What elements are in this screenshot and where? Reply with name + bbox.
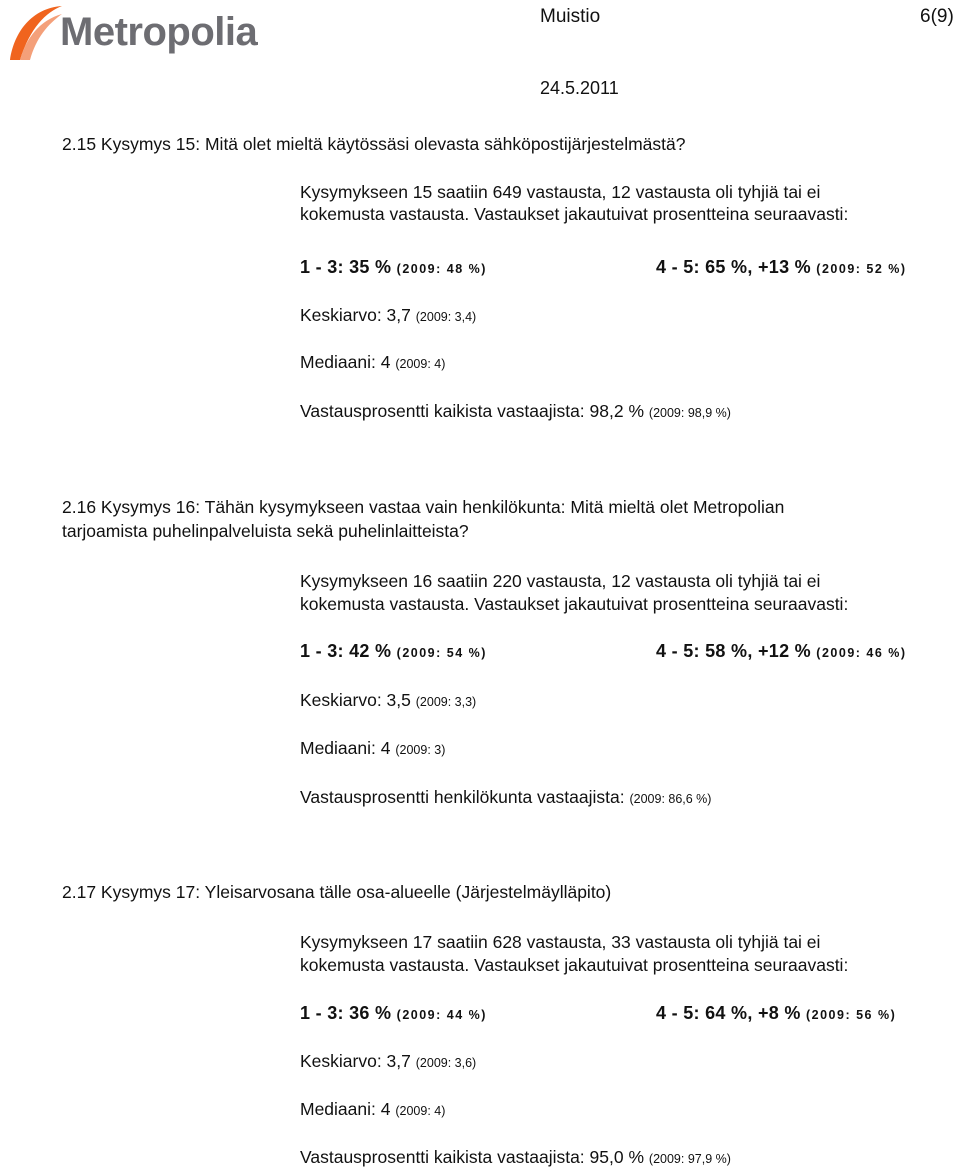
median-prev: (2009: 4) <box>395 1104 446 1118</box>
median-prev: (2009: 4) <box>395 357 446 371</box>
logo-wordmark: Metropolia <box>60 10 258 54</box>
median-value: Mediaani: 4 <box>300 1099 391 1119</box>
low-range-distribution <box>300 257 487 278</box>
response-rate-value: Vastausprosentti kaikista vastaajista: 98,2 % <box>300 401 645 421</box>
median-value: Mediaani: 4 <box>300 352 391 372</box>
high-range-distribution <box>656 1003 896 1024</box>
low-range-prev: (2009: 44 %) <box>396 1008 487 1022</box>
mean-value: Keskiarvo: 3,5 <box>300 690 411 710</box>
response-rate-value: Vastausprosentti kaikista vastaajista: 95,0 % <box>300 1147 645 1167</box>
section-intro-line2: kokemusta vastausta. Vastaukset jakautuivat prosentteina seuraavasti: <box>300 594 849 614</box>
mean-prev: (2009: 3,3) <box>415 695 477 709</box>
mean-prev: (2009: 3,4) <box>415 310 477 324</box>
mean-value: Keskiarvo: 3,7 <box>300 305 411 325</box>
median-stat <box>300 1099 445 1120</box>
low-range-value: 1 - 3: 36 % <box>300 1003 392 1023</box>
high-range-prev: (2009: 56 %) <box>805 1008 897 1022</box>
low-range-prev: (2009: 54 %) <box>396 646 487 660</box>
high-range-distribution <box>656 257 907 278</box>
section-title-2-15: 2.15 Kysymys 15: Mitä olet mieltä käytössäsi olevasta sähköpostijärjestelmästä? <box>62 134 686 154</box>
response-rate-stat <box>300 787 711 808</box>
median-stat <box>300 352 445 373</box>
low-range-distribution <box>300 641 487 662</box>
low-range-prev: (2009: 48 %) <box>396 262 487 276</box>
mean-stat <box>300 690 476 711</box>
high-range-distribution <box>656 641 907 662</box>
section-title-2-16-line2: tarjoamista puhelinpalveluista sekä puhelinlaitteista? <box>62 521 469 541</box>
page-number: 6(9) <box>920 6 954 27</box>
section-intro-line1: Kysymykseen 16 saatiin 220 vastausta, 12 vastausta oli tyhjiä tai ei <box>300 571 821 591</box>
section-intro-line2: kokemusta vastausta. Vastaukset jakautuivat prosentteina seuraavasti: <box>300 204 849 224</box>
response-rate-stat <box>300 401 731 422</box>
document-type: Muistio <box>540 6 601 27</box>
high-range-value: 4 - 5: 64 %, +8 % <box>656 1003 801 1023</box>
section-title-2-16-line1: 2.16 Kysymys 16: Tähän kysymykseen vastaa vain henkilökunta: Mitä mieltä olet Metropolian <box>62 497 785 517</box>
high-range-prev: (2009: 46 %) <box>816 646 907 660</box>
high-range-prev: (2009: 52 %) <box>816 262 907 276</box>
median-stat <box>300 738 445 759</box>
metropolia-swirl-icon <box>6 2 66 64</box>
section-intro-line1: Kysymykseen 15 saatiin 649 vastausta, 12 vastausta oli tyhjiä tai ei <box>300 182 821 202</box>
response-rate-prev: (2009: 86,6 %) <box>629 792 712 806</box>
mean-prev: (2009: 3,6) <box>415 1056 477 1070</box>
mean-value: Keskiarvo: 3,7 <box>300 1051 411 1071</box>
low-range-distribution <box>300 1003 487 1024</box>
median-value: Mediaani: 4 <box>300 738 391 758</box>
response-rate-value: Vastausprosentti henkilökunta vastaajista: <box>300 787 625 807</box>
response-rate-prev: (2009: 97,9 %) <box>648 1152 731 1166</box>
document-date: 24.5.2011 <box>540 78 619 98</box>
high-range-value: 4 - 5: 65 %, +13 % <box>656 257 811 277</box>
median-prev: (2009: 3) <box>395 743 446 757</box>
response-rate-prev: (2009: 98,9 %) <box>648 406 731 420</box>
section-intro-line1: Kysymykseen 17 saatiin 628 vastausta, 33 vastausta oli tyhjiä tai ei <box>300 932 821 952</box>
mean-stat <box>300 1051 476 1072</box>
mean-stat <box>300 305 476 326</box>
high-range-value: 4 - 5: 58 %, +12 % <box>656 641 811 661</box>
low-range-value: 1 - 3: 42 % <box>300 641 392 661</box>
section-intro-line2: kokemusta vastausta. Vastaukset jakautuivat prosentteina seuraavasti: <box>300 955 849 975</box>
section-title-2-17: 2.17 Kysymys 17: Yleisarvosana tälle osa-alueelle (Järjestelmäylläpito) <box>62 882 612 902</box>
response-rate-stat <box>300 1147 731 1168</box>
low-range-value: 1 - 3: 35 % <box>300 257 392 277</box>
